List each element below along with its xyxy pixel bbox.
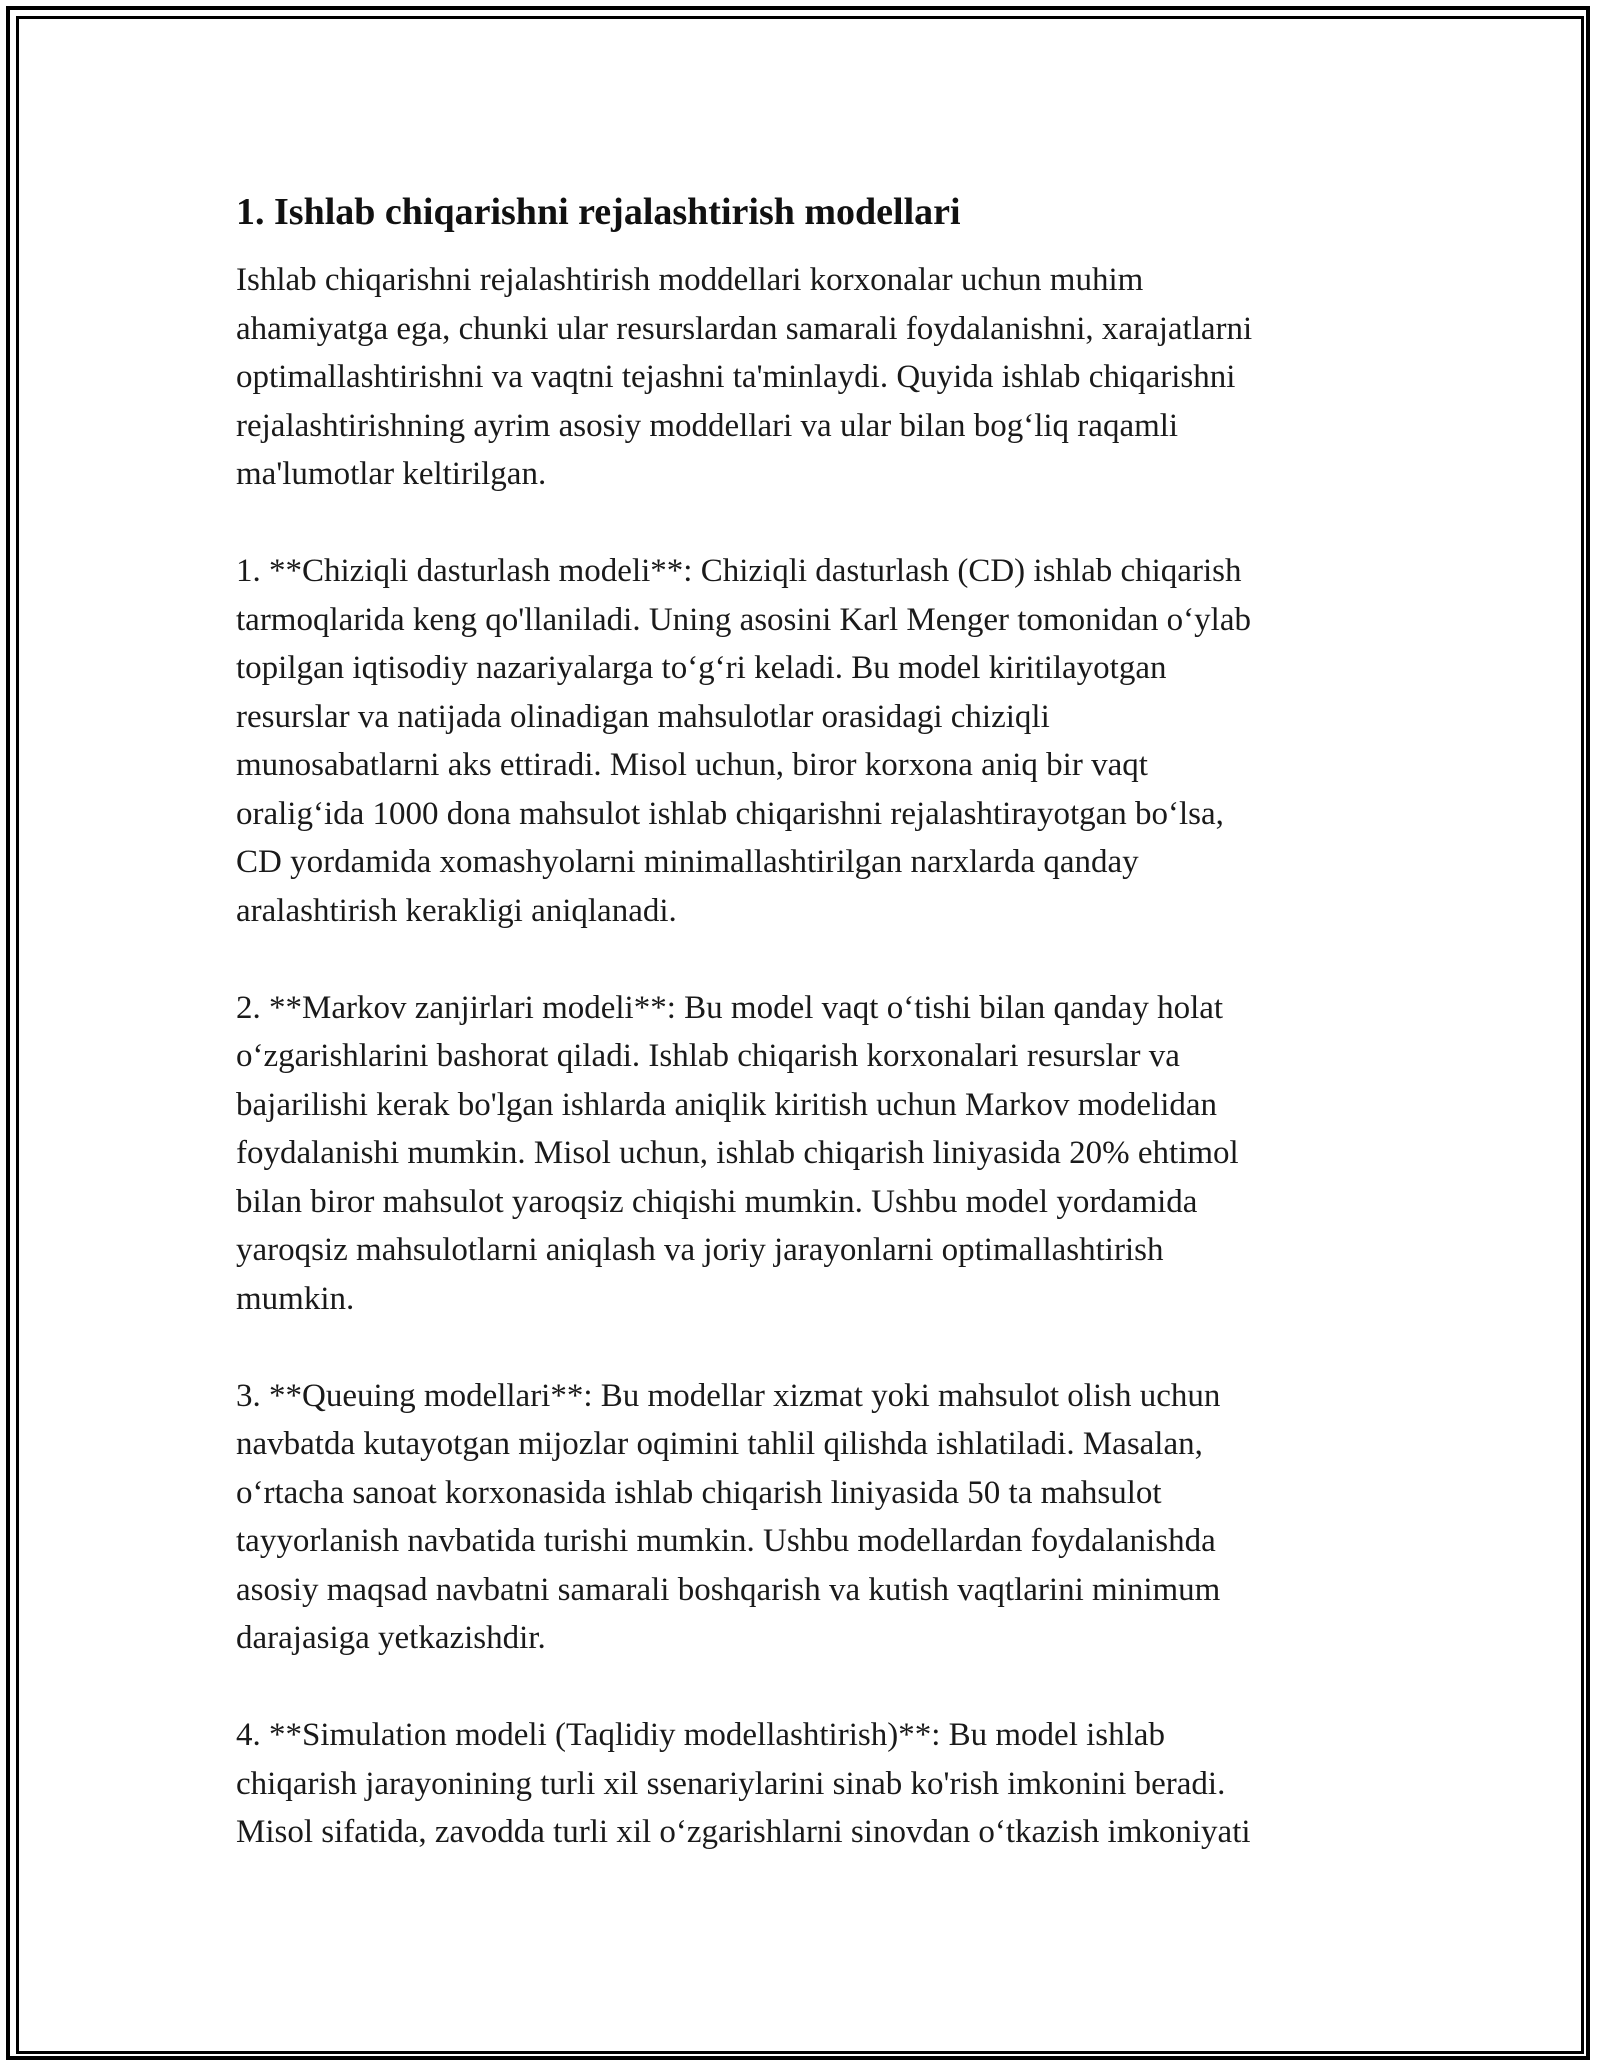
document-body [236, 186, 1366, 1905]
intro-paragraph: Ishlab chiqarishni rejalashtirish moddellari korxonalar uchun muhim ahamiyatga ega, chunki ular resurslardan samarali foydalanishni, xarajatlarni optimallashtirishni va vaqtni tejashni ta'minlaydi. Quyida ishlab chiqarishni rejalashtirishning ayrim asosiy moddellari va ular bilan bog‘liq raqamli ma'lumotlar keltirilgan. [236, 262, 1253, 492]
section-heading: 1. Ishlab chiqarishni rejalashtirish modellari [236, 191, 961, 233]
paragraph-simulation-model: 4. **Simulation modeli (Taqlidiy modellashtirish)**: Bu model ishlab chiqarish jarayonining turli xil ssenariylarini sinab ko'rish imkonini beradi. Misol sifatida, zavodda turli xil o‘zgarishlarni sinovdan o‘tkazish imkoniyati [236, 1717, 1251, 1850]
paragraph-markov-chains: 2. **Markov zanjirlari modeli**: Bu model vaqt o‘tishi bilan qanday holat o‘zgarishlarini bashorat qiladi. Ishlab chiqarish korxonalari resurslar va bajarilishi kerak bo'lgan ishlarda aniqlik kiritish uchun Markov modelidan foydalanishi mumkin. Misol uchun, ishlab chiqarish liniyasida 20% ehtimol bilan biror mahsulot yaroqsiz chiqishi mumkin. Ushbu model yordamida yaroqsiz mahsulotlarni aniqlash va joriy jarayonlarni optimallashtirish mumkin. [236, 989, 1239, 1317]
paragraph-linear-programming: 1. **Chiziqli dasturlash modeli**: Chiziqli dasturlash (CD) ishlab chiqarish tarmoqlarida keng qo'llaniladi. Uning asosini Karl Menger tomonidan o‘ylab topilgan iqtisodiy nazariyalarga to‘g‘ri keladi. Bu model kiritilayotgan resurslar va natijada olinadigan mahsulotlar orasidagi chiziqli munosabatlarni aks ettiradi. Misol uchun, biror korxona aniq bir vaqt oralig‘ida 1000 dona mahsulot ishlab chiqarishni rejalashtirayotgan bo‘lsa, CD yordamida xomashyolarni minimallashtirilgan narxlarda qanday aralashtirish kerakligi aniqlanadi. [236, 553, 1251, 929]
paragraph-queuing-models: 3. **Queuing modellari**: Bu modellar xizmat yoki mahsulot olish uchun navbatda kutayotgan mijozlar oqimini tahlil qilishda ishlatiladi. Masalan, o‘rtacha sanoat korxonasida ishlab chiqarish liniyasida 50 ta mahsulot tayyorlanish navbatida turishi mumkin. Ushbu modellardan foydalanishda asosiy maqsad navbatni samarali boshqarish va kutish vaqtlarini minimum darajasiga yetkazishdir. [236, 1377, 1221, 1656]
